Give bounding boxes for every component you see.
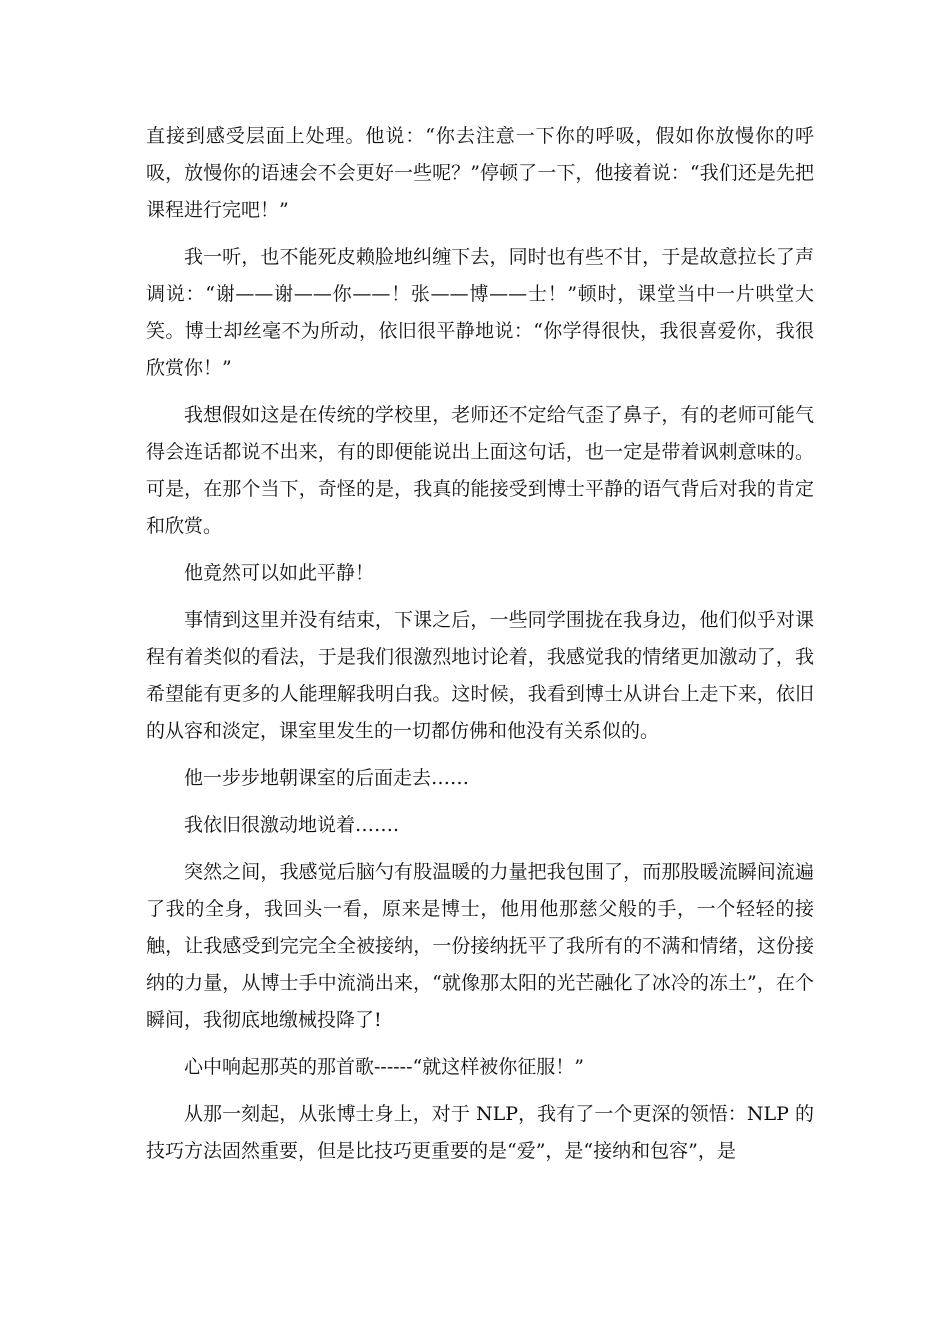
document-body bbox=[146, 118, 814, 1170]
paragraph-9: 心中响起那英的那首歌------“就这样被你征服！” bbox=[184, 1056, 584, 1078]
paragraph-1: 直接到感受层面上处理。他说：“你去注意一下你的呼吸，假如你放慢你的呼吸，放慢你的语速会不会更好一些呢？”停顿了一下，他接着说：“我们还是先把课程进行完吧！” bbox=[146, 125, 814, 221]
paragraph-5: 事情到这里并没有结束，下课之后，一些同学围拢在我身边，他们似乎对课程有着类似的看法，于是我们很激烈地讨论着，我感觉我的情绪更加激动了，我希望能有更多的人能理解我明白我。这时候，我看到博士从讲台上走下来，依旧的从容和淡定，课室里发生的一切都仿佛和他没有关系似的。 bbox=[146, 609, 814, 742]
paragraph-6: 他一步步地朝课室的后面走去…… bbox=[184, 767, 470, 789]
paragraph-8: 突然之间，我感觉后脑勺有股温暖的力量把我包围了，而那股暖流瞬间流遍了我的全身，我回头一看，原来是博士，他用他那慈父般的手，一个轻轻的接触，让我感受到完完全全被接纳，一份接纳抚平了我所有的不满和情绪，这份接纳的力量，从博士手中流淌出来，“就像那太阳的光芒融化了冰冷的冻土”，在个瞬间，我彻底地缴械投降了! bbox=[146, 861, 814, 1031]
paragraph-10: 从那一刻起，从张博士身上，对于 NLP，我有了一个更深的领悟：NLP 的技巧方法固然重要，但是比技巧更重要的是“爱”，是“接纳和包容”，是 bbox=[146, 1103, 814, 1162]
paragraph-7: 我依旧很激动地说着……. bbox=[184, 814, 400, 836]
paragraph-3: 我想假如这是在传统的学校里，老师还不定给气歪了鼻子，有的老师可能气得会连话都说不出来，有的即便能说出上面这句话，也一定是带着讽刺意味的。可是，在那个当下，奇怪的是，我真的能接受到博士平静的语气背后对我的肯定和欣赏。 bbox=[146, 404, 814, 537]
paragraph-4: 他竟然可以如此平静！ bbox=[184, 562, 375, 584]
paragraph-2: 我一听，也不能死皮赖脸地纠缠下去，同时也有些不甘，于是故意拉长了声调说：“谢——谢——你——！张——博——士！”顿时，课堂当中一片哄堂大笑。博士却丝毫不为所动，依旧很平静地说：“你学得很快，我很喜爱你，我很欣赏你！” bbox=[146, 246, 814, 379]
